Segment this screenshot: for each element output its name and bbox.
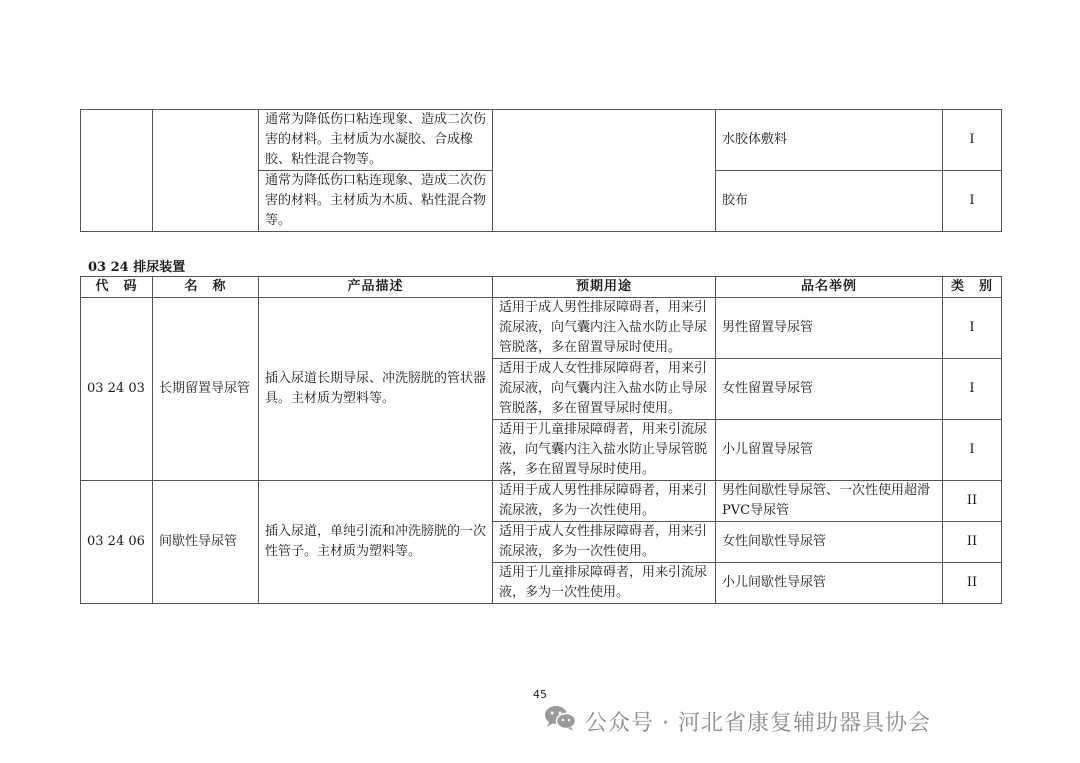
code-cell: 03 24 03 — [81, 298, 153, 481]
code-cell — [81, 110, 153, 232]
name-cell — [153, 110, 259, 232]
watermark — [543, 705, 931, 737]
example-cell: 胶布 — [716, 171, 943, 232]
name-cell: 间歇性导尿管 — [153, 481, 259, 604]
continued-table — [80, 109, 1002, 232]
name-cell: 长期留置导尿管 — [153, 298, 259, 481]
category-cell: I — [943, 171, 1002, 232]
header-row — [81, 277, 1002, 298]
usage-cell: 适用于成人女性排尿障碍者，用来引流尿液，多为一次性使用。 — [493, 522, 716, 563]
example-cell: 男性留置导尿管 — [716, 298, 943, 359]
category-cell: I — [943, 420, 1002, 481]
header-category: 类 别 — [943, 277, 1002, 298]
usage-cell: 适用于成人男性排尿障碍者，用来引流尿液，向气囊内注入盐水防止导尿管脱落，多在留置导尿时使用。 — [493, 298, 716, 359]
header-example: 品名举例 — [716, 277, 943, 298]
category-cell: I — [943, 110, 1002, 171]
table-row — [81, 481, 1002, 522]
category-cell: I — [943, 298, 1002, 359]
example-cell: 水胶体敷料 — [716, 110, 943, 171]
example-cell: 小儿留置导尿管 — [716, 420, 943, 481]
desc-cell: 插入尿道长期导尿、冲洗膀胱的管状器具。主材质为塑料等。 — [259, 298, 493, 481]
header-usage: 预期用途 — [493, 277, 716, 298]
example-cell: 小儿间歇性导尿管 — [716, 563, 943, 604]
example-cell: 男性间歇性导尿管、一次性使用超滑PVC导尿管 — [716, 481, 943, 522]
desc-cell: 插入尿道，单纯引流和冲洗膀胱的一次性管子。主材质为塑料等。 — [259, 481, 493, 604]
usage-cell: 适用于成人女性排尿障碍者，用来引流尿液，向气囊内注入盐水防止导尿管脱落，多在留置导尿时使用。 — [493, 359, 716, 420]
desc-cell: 通常为降低伤口粘连现象、造成二次伤害的材料。主材质为水凝胶、合成橡胶、粘性混合物等。 — [259, 110, 493, 171]
desc-cell: 通常为降低伤口粘连现象、造成二次伤害的材料。主材质为木质、粘性混合物等。 — [259, 171, 493, 232]
catalog-table — [80, 276, 1002, 604]
header-code: 代 码 — [81, 277, 153, 298]
usage-cell: 适用于成人男性排尿障碍者，用来引流尿液，多为一次性使用。 — [493, 481, 716, 522]
category-cell: I — [943, 359, 1002, 420]
category-cell: II — [943, 563, 1002, 604]
table-row — [81, 298, 1002, 359]
wechat-icon — [543, 704, 577, 738]
page-number: 45 — [533, 688, 547, 701]
usage-cell — [493, 110, 716, 232]
example-cell: 女性留置导尿管 — [716, 359, 943, 420]
watermark-text: 公众号 · 河北省康复辅助器具协会 — [585, 710, 931, 736]
table-row — [81, 110, 1002, 171]
header-name: 名 称 — [153, 277, 259, 298]
example-cell: 女性间歇性导尿管 — [716, 522, 943, 563]
category-cell: II — [943, 522, 1002, 563]
header-desc: 产品描述 — [259, 277, 493, 298]
category-cell: II — [943, 481, 1002, 522]
usage-cell: 适用于儿童排尿障碍者，用来引流尿液，多为一次性使用。 — [493, 563, 716, 604]
usage-cell: 适用于儿童排尿障碍者，用来引流尿液，向气囊内注入盐水防止导尿管脱落，多在留置导尿时使用。 — [493, 420, 716, 481]
code-cell: 03 24 06 — [81, 481, 153, 604]
section-title: 03 24 排尿装置 — [88, 260, 186, 275]
